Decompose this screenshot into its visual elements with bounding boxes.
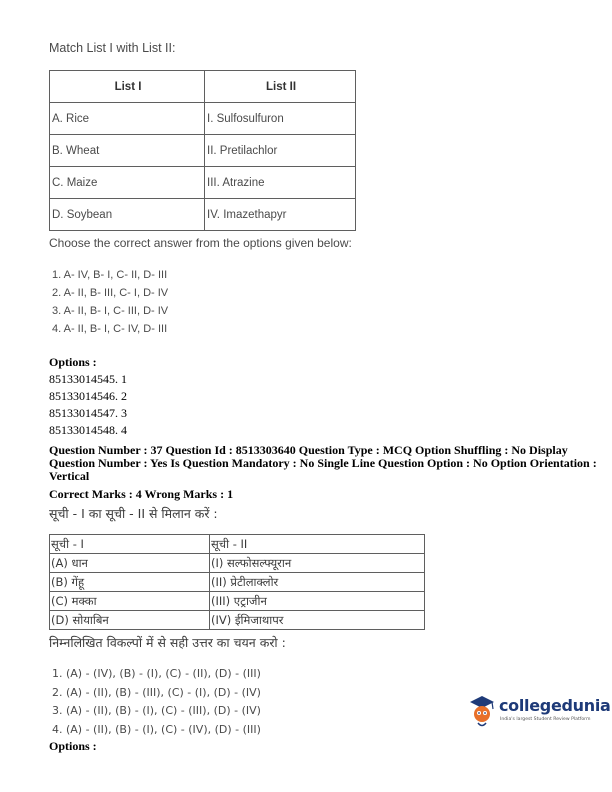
choose-instruction: Choose the correct answer from the options given below: xyxy=(49,236,352,250)
answer-option: 1. A- IV, B- I, C- II, D- III xyxy=(52,269,168,281)
logo-mascot-icon xyxy=(466,693,498,729)
table-row xyxy=(50,167,356,199)
table-cell: C. Maize xyxy=(50,167,205,199)
table-cell: (III) एट्राजीन xyxy=(210,592,425,611)
table-cell: (A) धान xyxy=(50,554,210,573)
answer-option: 3. A- II, B- I, C- III, D- IV xyxy=(52,305,169,317)
option-id: 85133014548. 4 xyxy=(49,423,127,437)
table-header: List II xyxy=(205,71,356,103)
answer-options-list xyxy=(52,266,168,338)
collegedunia-logo xyxy=(466,693,611,733)
options-label-2: Options : xyxy=(49,739,97,753)
table-row xyxy=(50,592,425,611)
option-id: 85133014545. 1 xyxy=(49,372,127,386)
table-cell: I. Sulfosulfuron xyxy=(205,103,356,135)
table-cell: III. Atrazine xyxy=(205,167,356,199)
match-table-hindi xyxy=(49,534,425,630)
table-row xyxy=(50,199,356,231)
question-intro: Match List I with List II: xyxy=(49,41,176,55)
table-header-row xyxy=(50,71,356,103)
answer-option: 3. (A) - (II), (B) - (I), (C) - (III), (D) - (IV) xyxy=(52,704,261,717)
table-cell: (II) प्रेटीलाक्लोर xyxy=(210,573,425,592)
logo-wordmark: collegedunia xyxy=(499,696,611,715)
table-cell: (D) सोयाबिन xyxy=(50,611,210,630)
answer-option: 4. A- II, B- I, C- IV, D- III xyxy=(52,323,168,335)
table-cell: (B) गेंहू xyxy=(50,573,210,592)
table-row xyxy=(50,135,356,167)
table-cell: सूची - II xyxy=(210,535,425,554)
table-cell: II. Pretilachlor xyxy=(205,135,356,167)
hindi-question-intro: सूची - I का सूची - II से मिलान करें : xyxy=(49,506,218,521)
options-label: Options : xyxy=(49,355,97,369)
hindi-answer-options-list xyxy=(52,665,261,739)
table-cell: IV. Imazethapyr xyxy=(205,199,356,231)
table-cell: (IV) ईमिजाथापर xyxy=(210,611,425,630)
table-cell: (C) मक्का xyxy=(50,592,210,611)
table-row xyxy=(50,611,425,630)
answer-option: 2. A- II, B- III, C- I, D- IV xyxy=(52,287,169,299)
option-ids-block xyxy=(49,354,127,439)
answer-option: 4. (A) - (II), (B) - (I), (C) - (IV), (D) - (III) xyxy=(52,722,261,736)
table-row xyxy=(50,554,425,573)
option-id: 85133014546. 2 xyxy=(49,389,127,403)
table-cell: D. Soybean xyxy=(50,199,205,231)
table-cell: सूची - I xyxy=(50,535,210,554)
match-table-english xyxy=(49,70,356,231)
hindi-choose-instruction: निम्नलिखित विकल्पों में से सही उत्तर का चयन करो : xyxy=(49,635,286,650)
answer-option: 2. (A) - (II), (B) - (III), (C) - (I), (D) - (IV) xyxy=(52,685,261,699)
table-row xyxy=(50,103,356,135)
logo-tagline: India's largest Student Review Platform xyxy=(500,717,591,722)
table-header: List I xyxy=(50,71,205,103)
table-cell: (I) सल्फोसल्फ्यूरान xyxy=(210,554,425,573)
table-row xyxy=(50,535,425,554)
table-cell: B. Wheat xyxy=(50,135,205,167)
option-id: 85133014547. 3 xyxy=(49,406,127,420)
question-marks: Correct Marks : 4 Wrong Marks : 1 xyxy=(49,487,234,501)
question-metadata: Question Number : 37 Question Id : 8513303640 Question Type : MCQ Option Shuffling : No Display Question Number : Yes Is Question Mandatory : No Single Line Question Option : No Option Orientation : Vertical xyxy=(49,443,597,483)
table-cell: A. Rice xyxy=(50,103,205,135)
table-row xyxy=(50,573,425,592)
answer-option: 1. (A) - (IV), (B) - (I), (C) - (II), (D) - (III) xyxy=(52,667,261,680)
